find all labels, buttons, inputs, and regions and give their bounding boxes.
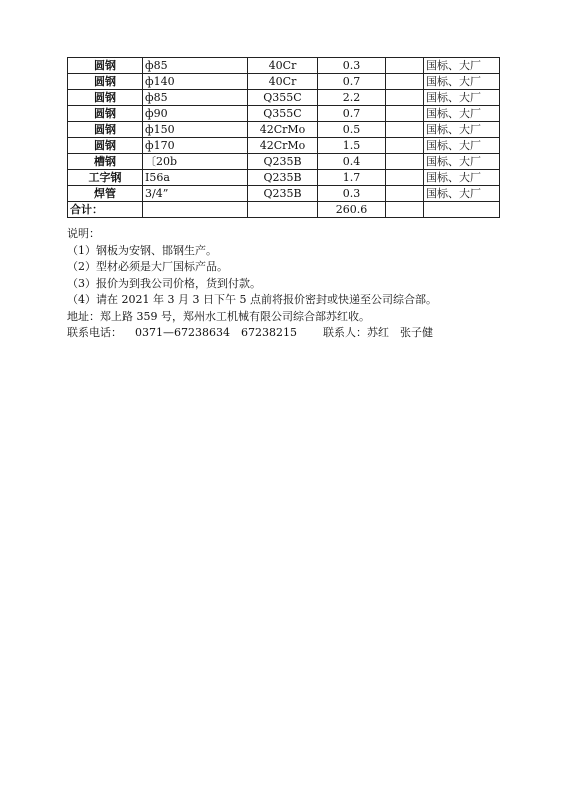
blank-cell [386,202,424,218]
blank-cell [386,170,424,186]
quantity-cell: 1.5 [318,138,386,154]
item-name-cell: 圆钢 [68,138,143,154]
quantity-cell: 0.3 [318,58,386,74]
table-row [68,106,500,122]
phone-label: 联系电话： [67,326,122,339]
phone-numbers: 0371—67238634 67238215 [135,326,297,339]
blank-cell [248,202,318,218]
material-cell: Q235B [248,186,318,202]
material-cell: 42CrMo [248,138,318,154]
blank-cell [386,74,424,90]
blank-cell [386,138,424,154]
spec-cell: ф90 [143,106,248,122]
total-label: 合计： [68,202,143,218]
item-name-cell: 圆钢 [68,74,143,90]
table-row [68,186,500,202]
item-name-cell: 圆钢 [68,122,143,138]
contact-label: 联系人： [323,326,367,339]
spec-cell: ф170 [143,138,248,154]
blank-cell [386,58,424,74]
brand-cell: 国标、大厂 [424,154,500,170]
brand-cell: 国标、大厂 [424,122,500,138]
quotation-table-body [68,58,500,218]
spec-cell: ф140 [143,74,248,90]
quantity-cell: 0.3 [318,186,386,202]
table-row [68,74,500,90]
blank-cell [386,90,424,106]
total-row [68,202,500,218]
brand-cell: 国标、大厂 [424,138,500,154]
table-row [68,58,500,74]
table-row [68,138,500,154]
blank-cell [386,106,424,122]
notes-section [67,226,437,342]
brand-cell: 国标、大厂 [424,186,500,202]
spec-cell: 〔20b [143,154,248,170]
table-row [68,170,500,186]
brand-cell: 国标、大厂 [424,170,500,186]
note-item: （2）型材必须是大厂国标产品。 [67,260,228,273]
brand-cell: 国标、大厂 [424,58,500,74]
total-value: 260.6 [318,202,386,218]
brand-cell: 国标、大厂 [424,90,500,106]
address-line: 地址：郑上路 359 号，郑州水工机械有限公司综合部苏红收。 [67,309,370,323]
blank-cell [424,202,500,218]
quantity-cell: 0.5 [318,122,386,138]
material-cell: 40Cr [248,58,318,74]
quotation-table [67,57,500,218]
spec-cell: I56a [143,170,248,186]
blank-cell [386,154,424,170]
material-cell: 40Cr [248,74,318,90]
quantity-cell: 1.7 [318,170,386,186]
spec-cell: ф150 [143,122,248,138]
item-name-cell: 焊管 [68,186,143,202]
note-item: （3）报价为到我公司价格，货到付款。 [67,276,261,290]
table-row [68,154,500,170]
note-item: （4）请在 2021 年 3 月 3 日下午 5 点前将报价密封或快递至公司综合部。 [67,293,437,306]
item-name-cell: 圆钢 [68,90,143,106]
spec-cell: 3/4” [143,186,248,202]
brand-cell: 国标、大厂 [424,106,500,122]
quantity-cell: 0.7 [318,74,386,90]
item-name-cell: 槽钢 [68,154,143,170]
quantity-cell: 0.4 [318,154,386,170]
item-name-cell: 圆钢 [68,106,143,122]
note-item: （1）钢板为安钢、邯钢生产。 [67,243,217,257]
spec-cell: ф85 [143,90,248,106]
material-cell: Q355C [248,106,318,122]
material-cell: Q355C [248,90,318,106]
blank-cell [386,186,424,202]
item-name-cell: 工字钢 [68,170,143,186]
table-row [68,90,500,106]
quantity-cell: 2.2 [318,90,386,106]
material-cell: 42CrMo [248,122,318,138]
table-row [68,122,500,138]
notes-heading: 说明： [67,227,100,240]
item-name-cell: 圆钢 [68,58,143,74]
blank-cell [143,202,248,218]
spec-cell: ф85 [143,58,248,74]
material-cell: Q235B [248,170,318,186]
blank-cell [386,122,424,138]
brand-cell: 国标、大厂 [424,74,500,90]
material-cell: Q235B [248,154,318,170]
quantity-cell: 0.7 [318,106,386,122]
contact-line [67,325,437,342]
contact-names: 苏红 张子健 [367,326,433,339]
